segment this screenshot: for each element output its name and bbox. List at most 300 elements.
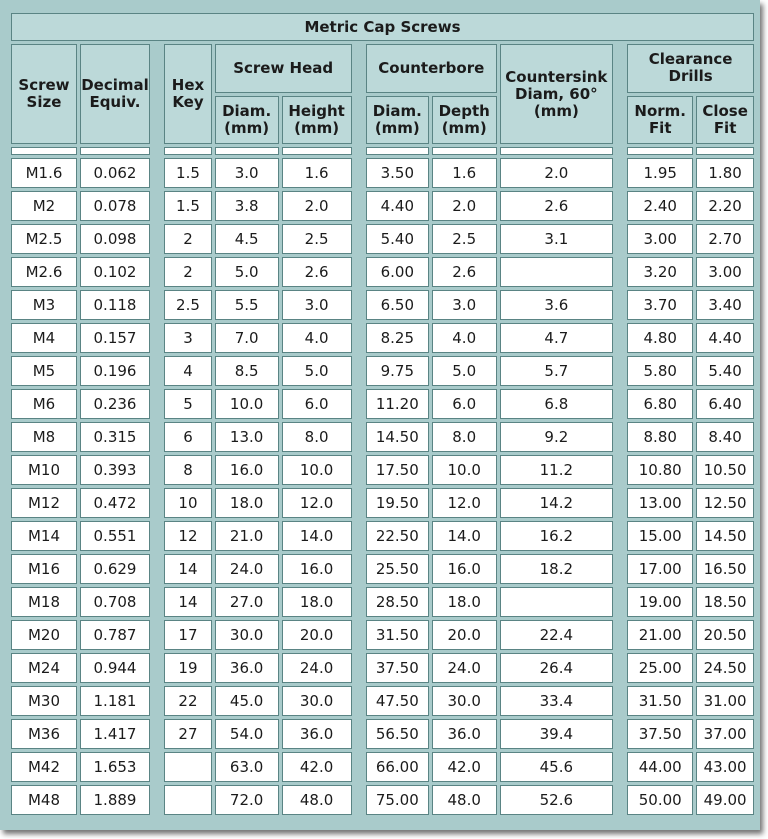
cell-head-height: 5.0 xyxy=(282,356,352,386)
cell-screw-size: M24 xyxy=(11,653,77,683)
cell-close-fit: 2.20 xyxy=(696,191,754,221)
table-row xyxy=(11,191,754,221)
cell-counterbore-depth: 36.0 xyxy=(432,719,497,749)
cell-norm-fit: 31.50 xyxy=(627,686,693,716)
cell-norm-fit: 1.95 xyxy=(627,158,693,188)
table-row xyxy=(11,521,754,551)
cell-norm-fit: 4.80 xyxy=(627,323,693,353)
table-row xyxy=(11,752,754,782)
column-separator xyxy=(153,653,161,683)
table-row xyxy=(11,686,754,716)
column-separator xyxy=(355,257,363,287)
cell-decimal-equiv: 0.787 xyxy=(80,620,150,650)
cell-screw-size: M16 xyxy=(11,554,77,584)
table-row xyxy=(11,158,754,188)
column-separator xyxy=(616,389,624,419)
cell-decimal-equiv: 0.393 xyxy=(80,455,150,485)
cell-head-height: 8.0 xyxy=(282,422,352,452)
cell-decimal-equiv: 0.944 xyxy=(80,653,150,683)
table-row xyxy=(11,653,754,683)
cell-head-diam: 4.5 xyxy=(215,224,279,254)
column-separator xyxy=(355,356,363,386)
column-separator xyxy=(153,554,161,584)
column-separator xyxy=(153,224,161,254)
cell-head-height: 10.0 xyxy=(282,455,352,485)
cell-head-diam: 72.0 xyxy=(215,785,279,815)
cell-screw-size: M2 xyxy=(11,191,77,221)
cell-counterbore-diam: 19.50 xyxy=(366,488,429,518)
cell-counterbore-depth: 6.0 xyxy=(432,389,497,419)
column-separator xyxy=(153,44,161,144)
cell-counterbore-depth: 5.0 xyxy=(432,356,497,386)
cell-screw-size: M5 xyxy=(11,356,77,386)
cell-norm-fit: 44.00 xyxy=(627,752,693,782)
column-separator xyxy=(616,422,624,452)
cell-counterbore-diam: 8.25 xyxy=(366,323,429,353)
column-separator xyxy=(616,191,624,221)
cell-countersink-diam: 39.4 xyxy=(500,719,613,749)
cell-counterbore-diam: 31.50 xyxy=(366,620,429,650)
cell-countersink-diam: 11.2 xyxy=(500,455,613,485)
cell-counterbore-diam: 28.50 xyxy=(366,587,429,617)
cell-counterbore-depth: 16.0 xyxy=(432,554,497,584)
header-screw-size: Screw Size xyxy=(11,44,77,144)
cell-decimal-equiv: 0.062 xyxy=(80,158,150,188)
cell-counterbore-diam: 9.75 xyxy=(366,356,429,386)
cell-counterbore-depth: 3.0 xyxy=(432,290,497,320)
cell-screw-size: M42 xyxy=(11,752,77,782)
cell-head-diam: 5.0 xyxy=(215,257,279,287)
column-separator xyxy=(616,158,624,188)
spacer-cell xyxy=(366,147,429,155)
cell-screw-size: M48 xyxy=(11,785,77,815)
cell-hex-key: 17 xyxy=(164,620,211,650)
cell-decimal-equiv: 0.157 xyxy=(80,323,150,353)
table-row xyxy=(11,488,754,518)
cell-counterbore-diam: 22.50 xyxy=(366,521,429,551)
cell-screw-size: M3 xyxy=(11,290,77,320)
column-separator xyxy=(616,44,624,144)
cell-close-fit: 1.80 xyxy=(696,158,754,188)
cell-screw-size: M1.6 xyxy=(11,158,77,188)
cell-head-diam: 18.0 xyxy=(215,488,279,518)
column-separator xyxy=(616,257,624,287)
cell-countersink-diam: 6.8 xyxy=(500,389,613,419)
cell-norm-fit: 17.00 xyxy=(627,554,693,584)
cell-screw-size: M30 xyxy=(11,686,77,716)
cell-hex-key: 10 xyxy=(164,488,211,518)
column-separator xyxy=(153,719,161,749)
cell-norm-fit: 5.80 xyxy=(627,356,693,386)
cell-hex-key: 1.5 xyxy=(164,158,211,188)
cell-counterbore-diam: 25.50 xyxy=(366,554,429,584)
cell-countersink-diam: 14.2 xyxy=(500,488,613,518)
cell-countersink-diam: 33.4 xyxy=(500,686,613,716)
column-separator xyxy=(153,147,161,155)
cell-norm-fit: 6.80 xyxy=(627,389,693,419)
cell-head-diam: 45.0 xyxy=(215,686,279,716)
column-separator xyxy=(153,620,161,650)
cell-norm-fit: 25.00 xyxy=(627,653,693,683)
cell-norm-fit: 10.80 xyxy=(627,455,693,485)
cell-screw-size: M12 xyxy=(11,488,77,518)
cell-counterbore-depth: 10.0 xyxy=(432,455,497,485)
cell-counterbore-diam: 4.40 xyxy=(366,191,429,221)
cell-countersink-diam: 9.2 xyxy=(500,422,613,452)
cell-close-fit: 6.40 xyxy=(696,389,754,419)
cell-head-height: 20.0 xyxy=(282,620,352,650)
column-separator xyxy=(153,356,161,386)
cell-screw-size: M10 xyxy=(11,455,77,485)
cell-head-height: 30.0 xyxy=(282,686,352,716)
cell-norm-fit: 21.00 xyxy=(627,620,693,650)
table-row xyxy=(11,620,754,650)
cell-norm-fit: 37.50 xyxy=(627,719,693,749)
cell-countersink-diam: 2.0 xyxy=(500,158,613,188)
cell-close-fit: 3.00 xyxy=(696,257,754,287)
cell-countersink-diam: 3.1 xyxy=(500,224,613,254)
column-separator xyxy=(355,323,363,353)
cell-counterbore-depth: 2.6 xyxy=(432,257,497,287)
cell-countersink-diam: 26.4 xyxy=(500,653,613,683)
cell-counterbore-diam: 66.00 xyxy=(366,752,429,782)
cell-hex-key: 3 xyxy=(164,323,211,353)
cell-head-diam: 3.0 xyxy=(215,158,279,188)
header-norm-fit: Norm. Fit xyxy=(627,96,693,145)
cell-hex-key xyxy=(164,752,211,782)
column-separator xyxy=(616,290,624,320)
cell-counterbore-depth: 30.0 xyxy=(432,686,497,716)
column-separator xyxy=(355,44,363,144)
cell-screw-size: M2.6 xyxy=(11,257,77,287)
cell-counterbore-diam: 17.50 xyxy=(366,455,429,485)
cell-head-height: 1.6 xyxy=(282,158,352,188)
cell-counterbore-diam: 3.50 xyxy=(366,158,429,188)
cell-norm-fit: 50.00 xyxy=(627,785,693,815)
cell-countersink-diam xyxy=(500,257,613,287)
table-row xyxy=(11,389,754,419)
cell-close-fit: 18.50 xyxy=(696,587,754,617)
cell-counterbore-depth: 1.6 xyxy=(432,158,497,188)
header-close-fit: Close Fit xyxy=(696,96,754,145)
spacer-cell xyxy=(432,147,497,155)
cell-screw-size: M18 xyxy=(11,587,77,617)
column-separator xyxy=(355,587,363,617)
cell-hex-key: 14 xyxy=(164,554,211,584)
cell-screw-size: M14 xyxy=(11,521,77,551)
table-row xyxy=(11,257,754,287)
cell-head-diam: 13.0 xyxy=(215,422,279,452)
column-separator xyxy=(153,389,161,419)
column-separator xyxy=(616,686,624,716)
column-separator xyxy=(355,455,363,485)
cell-countersink-diam: 4.7 xyxy=(500,323,613,353)
column-separator xyxy=(616,488,624,518)
column-separator xyxy=(616,719,624,749)
column-separator xyxy=(153,521,161,551)
cell-countersink-diam: 16.2 xyxy=(500,521,613,551)
table-row xyxy=(11,290,754,320)
cell-counterbore-diam: 37.50 xyxy=(366,653,429,683)
cell-hex-key: 12 xyxy=(164,521,211,551)
cell-decimal-equiv: 1.417 xyxy=(80,719,150,749)
cell-counterbore-diam: 75.00 xyxy=(366,785,429,815)
column-separator xyxy=(355,686,363,716)
cell-close-fit: 31.00 xyxy=(696,686,754,716)
column-separator xyxy=(616,752,624,782)
cell-head-height: 2.6 xyxy=(282,257,352,287)
column-separator xyxy=(355,521,363,551)
cell-head-diam: 63.0 xyxy=(215,752,279,782)
cell-hex-key: 2 xyxy=(164,224,211,254)
cell-counterbore-depth: 14.0 xyxy=(432,521,497,551)
table-row xyxy=(11,554,754,584)
cell-close-fit: 49.00 xyxy=(696,785,754,815)
cell-screw-size: M4 xyxy=(11,323,77,353)
column-separator xyxy=(355,191,363,221)
cell-countersink-diam xyxy=(500,587,613,617)
cell-hex-key: 1.5 xyxy=(164,191,211,221)
header-counterbore-depth: Depth (mm) xyxy=(432,96,497,145)
cell-counterbore-depth: 2.0 xyxy=(432,191,497,221)
spacer-cell xyxy=(500,147,613,155)
cell-close-fit: 20.50 xyxy=(696,620,754,650)
cell-close-fit: 10.50 xyxy=(696,455,754,485)
cell-screw-size: M2.5 xyxy=(11,224,77,254)
cell-head-height: 24.0 xyxy=(282,653,352,683)
cell-hex-key: 14 xyxy=(164,587,211,617)
cell-counterbore-depth: 8.0 xyxy=(432,422,497,452)
cell-decimal-equiv: 0.196 xyxy=(80,356,150,386)
cell-screw-size: M36 xyxy=(11,719,77,749)
column-separator xyxy=(153,257,161,287)
header-counterbore-diam: Diam. (mm) xyxy=(366,96,429,145)
column-separator xyxy=(153,158,161,188)
cell-close-fit: 37.00 xyxy=(696,719,754,749)
cell-head-diam: 16.0 xyxy=(215,455,279,485)
cell-head-diam: 36.0 xyxy=(215,653,279,683)
table-row xyxy=(11,356,754,386)
cell-head-diam: 7.0 xyxy=(215,323,279,353)
column-separator xyxy=(355,224,363,254)
column-separator xyxy=(616,224,624,254)
spacer-row xyxy=(11,147,754,155)
column-separator xyxy=(616,620,624,650)
header-head-diam: Diam. (mm) xyxy=(215,96,279,145)
column-separator xyxy=(355,554,363,584)
cell-decimal-equiv: 0.098 xyxy=(80,224,150,254)
table-row xyxy=(11,455,754,485)
cell-decimal-equiv: 1.653 xyxy=(80,752,150,782)
cell-counterbore-depth: 4.0 xyxy=(432,323,497,353)
cell-norm-fit: 3.70 xyxy=(627,290,693,320)
cell-hex-key: 2.5 xyxy=(164,290,211,320)
column-separator xyxy=(355,147,363,155)
cell-head-height: 2.5 xyxy=(282,224,352,254)
cell-norm-fit: 3.00 xyxy=(627,224,693,254)
cell-head-height: 12.0 xyxy=(282,488,352,518)
table-title: Metric Cap Screws xyxy=(11,13,754,41)
table-row xyxy=(11,719,754,749)
column-separator xyxy=(355,752,363,782)
column-separator xyxy=(153,323,161,353)
cell-head-diam: 24.0 xyxy=(215,554,279,584)
spacer-cell xyxy=(282,147,352,155)
column-separator xyxy=(153,752,161,782)
cell-norm-fit: 3.20 xyxy=(627,257,693,287)
header-hex-key: Hex Key xyxy=(164,44,211,144)
cell-counterbore-depth: 48.0 xyxy=(432,785,497,815)
cell-hex-key: 2 xyxy=(164,257,211,287)
spacer-cell xyxy=(627,147,693,155)
cell-decimal-equiv: 0.102 xyxy=(80,257,150,287)
cell-head-diam: 3.8 xyxy=(215,191,279,221)
cell-screw-size: M6 xyxy=(11,389,77,419)
cell-decimal-equiv: 0.551 xyxy=(80,521,150,551)
cell-close-fit: 24.50 xyxy=(696,653,754,683)
cell-head-diam: 10.0 xyxy=(215,389,279,419)
cell-countersink-diam: 45.6 xyxy=(500,752,613,782)
column-separator xyxy=(616,323,624,353)
cell-norm-fit: 13.00 xyxy=(627,488,693,518)
cell-head-height: 36.0 xyxy=(282,719,352,749)
cell-head-height: 14.0 xyxy=(282,521,352,551)
column-separator xyxy=(355,488,363,518)
cell-counterbore-depth: 42.0 xyxy=(432,752,497,782)
cell-norm-fit: 19.00 xyxy=(627,587,693,617)
cell-close-fit: 8.40 xyxy=(696,422,754,452)
table-row xyxy=(11,323,754,353)
cell-head-height: 4.0 xyxy=(282,323,352,353)
cell-counterbore-diam: 6.50 xyxy=(366,290,429,320)
column-separator xyxy=(153,686,161,716)
table-row xyxy=(11,587,754,617)
cell-hex-key: 6 xyxy=(164,422,211,452)
column-separator xyxy=(153,455,161,485)
cell-head-diam: 30.0 xyxy=(215,620,279,650)
header-screw-head: Screw Head xyxy=(215,44,352,93)
column-separator xyxy=(355,422,363,452)
cell-decimal-equiv: 0.315 xyxy=(80,422,150,452)
cell-countersink-diam: 52.6 xyxy=(500,785,613,815)
header-head-height: Height (mm) xyxy=(282,96,352,145)
header-clearance-drills: Clearance Drills xyxy=(627,44,754,93)
cell-head-height: 3.0 xyxy=(282,290,352,320)
cell-head-height: 16.0 xyxy=(282,554,352,584)
column-separator xyxy=(616,653,624,683)
column-separator xyxy=(153,191,161,221)
column-separator xyxy=(616,785,624,815)
column-separator xyxy=(616,455,624,485)
cell-head-diam: 54.0 xyxy=(215,719,279,749)
cell-decimal-equiv: 1.181 xyxy=(80,686,150,716)
header-decimal-equiv: Decimal Equiv. xyxy=(80,44,150,144)
cell-counterbore-diam: 11.20 xyxy=(366,389,429,419)
column-separator xyxy=(355,785,363,815)
cell-head-height: 42.0 xyxy=(282,752,352,782)
cell-close-fit: 4.40 xyxy=(696,323,754,353)
column-separator xyxy=(616,554,624,584)
cell-countersink-diam: 22.4 xyxy=(500,620,613,650)
cell-decimal-equiv: 1.889 xyxy=(80,785,150,815)
cell-hex-key: 19 xyxy=(164,653,211,683)
cell-counterbore-diam: 56.50 xyxy=(366,719,429,749)
cell-hex-key: 22 xyxy=(164,686,211,716)
cell-norm-fit: 15.00 xyxy=(627,521,693,551)
column-separator xyxy=(355,290,363,320)
cell-close-fit: 12.50 xyxy=(696,488,754,518)
cell-decimal-equiv: 0.629 xyxy=(80,554,150,584)
cell-counterbore-diam: 47.50 xyxy=(366,686,429,716)
cell-head-diam: 27.0 xyxy=(215,587,279,617)
cell-norm-fit: 2.40 xyxy=(627,191,693,221)
cell-decimal-equiv: 0.118 xyxy=(80,290,150,320)
column-separator xyxy=(153,587,161,617)
cell-hex-key: 5 xyxy=(164,389,211,419)
cell-head-height: 48.0 xyxy=(282,785,352,815)
cell-countersink-diam: 18.2 xyxy=(500,554,613,584)
cell-counterbore-depth: 20.0 xyxy=(432,620,497,650)
cell-norm-fit: 8.80 xyxy=(627,422,693,452)
cell-decimal-equiv: 0.236 xyxy=(80,389,150,419)
table-row xyxy=(11,224,754,254)
column-separator xyxy=(616,521,624,551)
cell-counterbore-diam: 5.40 xyxy=(366,224,429,254)
spacer-cell xyxy=(80,147,150,155)
column-separator xyxy=(153,488,161,518)
column-separator xyxy=(355,389,363,419)
cell-hex-key: 27 xyxy=(164,719,211,749)
cell-close-fit: 14.50 xyxy=(696,521,754,551)
column-separator xyxy=(355,158,363,188)
cell-counterbore-depth: 24.0 xyxy=(432,653,497,683)
column-separator xyxy=(355,653,363,683)
column-separator xyxy=(153,785,161,815)
cell-hex-key: 8 xyxy=(164,455,211,485)
cell-close-fit: 2.70 xyxy=(696,224,754,254)
cell-counterbore-depth: 12.0 xyxy=(432,488,497,518)
cell-close-fit: 5.40 xyxy=(696,356,754,386)
cell-counterbore-diam: 6.00 xyxy=(366,257,429,287)
cell-head-diam: 21.0 xyxy=(215,521,279,551)
cell-head-height: 2.0 xyxy=(282,191,352,221)
cell-hex-key: 4 xyxy=(164,356,211,386)
column-separator xyxy=(616,147,624,155)
cell-hex-key xyxy=(164,785,211,815)
cell-close-fit: 43.00 xyxy=(696,752,754,782)
column-separator xyxy=(355,719,363,749)
spacer-cell xyxy=(696,147,754,155)
cell-head-diam: 5.5 xyxy=(215,290,279,320)
table-row xyxy=(11,422,754,452)
cell-head-height: 18.0 xyxy=(282,587,352,617)
spacer-cell xyxy=(215,147,279,155)
spacer-cell xyxy=(164,147,211,155)
column-separator xyxy=(153,290,161,320)
cell-head-height: 6.0 xyxy=(282,389,352,419)
cell-close-fit: 16.50 xyxy=(696,554,754,584)
column-separator xyxy=(616,587,624,617)
cell-counterbore-diam: 14.50 xyxy=(366,422,429,452)
column-separator xyxy=(616,356,624,386)
header-counterbore: Counterbore xyxy=(366,44,497,93)
cell-decimal-equiv: 0.078 xyxy=(80,191,150,221)
spacer-cell xyxy=(11,147,77,155)
cell-screw-size: M20 xyxy=(11,620,77,650)
cell-counterbore-depth: 18.0 xyxy=(432,587,497,617)
cell-close-fit: 3.40 xyxy=(696,290,754,320)
table-row xyxy=(11,785,754,815)
